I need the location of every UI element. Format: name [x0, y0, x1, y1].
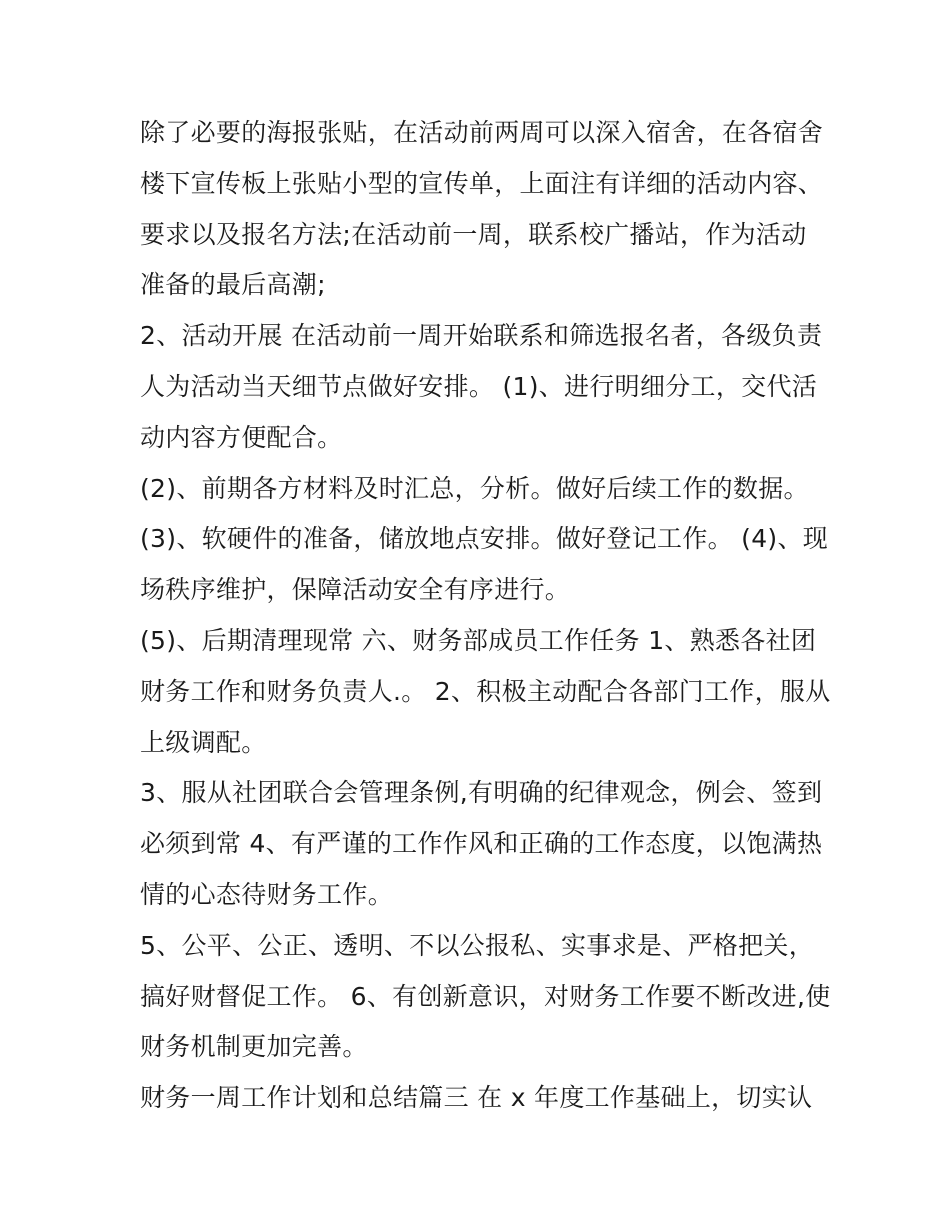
text-line: (3)、软硬件的准备，储放地点安排。做好登记工作。 (4)、现: [140, 524, 829, 554]
text-line: (2)、前期各方材料及时汇总，分析。做好后续工作的数据。: [140, 473, 809, 503]
document-body: [140, 108, 831, 1124]
text-line: 2、活动开展 在活动前一周开始联系和筛选报名者，各级负责: [140, 321, 823, 351]
text-line: 上级调配。: [140, 727, 267, 757]
text-line: 财务机制更加完善。: [140, 1032, 368, 1062]
text-line: 财务一周工作计划和总结篇三 在 x 年度工作基础上，切实认: [140, 1083, 813, 1113]
text-line: 5、公平、公正、透明、不以公报私、实事求是、严格把关，: [140, 930, 815, 960]
text-line: 搞好财督促工作。 6、有创新意识，对财务工作要不断改进,使: [140, 981, 831, 1011]
text-line: 要求以及报名方法;在活动前一周，联系校广播站，作为活动: [140, 219, 807, 249]
text-line: 人为活动当天细节点做好安排。 (1)、进行明细分工，交代活: [140, 371, 818, 401]
text-line: 楼下宣传板上张贴小型的宣传单，上面注有详细的活动内容、: [140, 168, 824, 198]
text-line: 3、服从社团联合会管理条例,有明确的纪律观念，例会、签到: [140, 778, 823, 808]
text-line: 动内容方便配合。: [140, 422, 343, 452]
text-line: 场秩序维护，保障活动安全有序进行。: [140, 575, 571, 605]
text-line: 除了必要的海报张贴，在活动前两周可以深入宿舍，在各宿舍: [140, 118, 824, 147]
text-line: 财务工作和财务负责人.。 2、积极主动配合各部门工作，服从: [140, 676, 831, 706]
text-line: (5)、后期清理现常 六、财务部成员工作任务 1、熟悉各社团: [140, 625, 817, 655]
text-line: 准备的最后高潮;: [140, 270, 326, 300]
text-line: 必须到常 4、有严谨的工作作风和正确的工作态度，以饱满热: [140, 829, 823, 859]
text-line: 情的心态待财务工作。: [140, 879, 394, 909]
